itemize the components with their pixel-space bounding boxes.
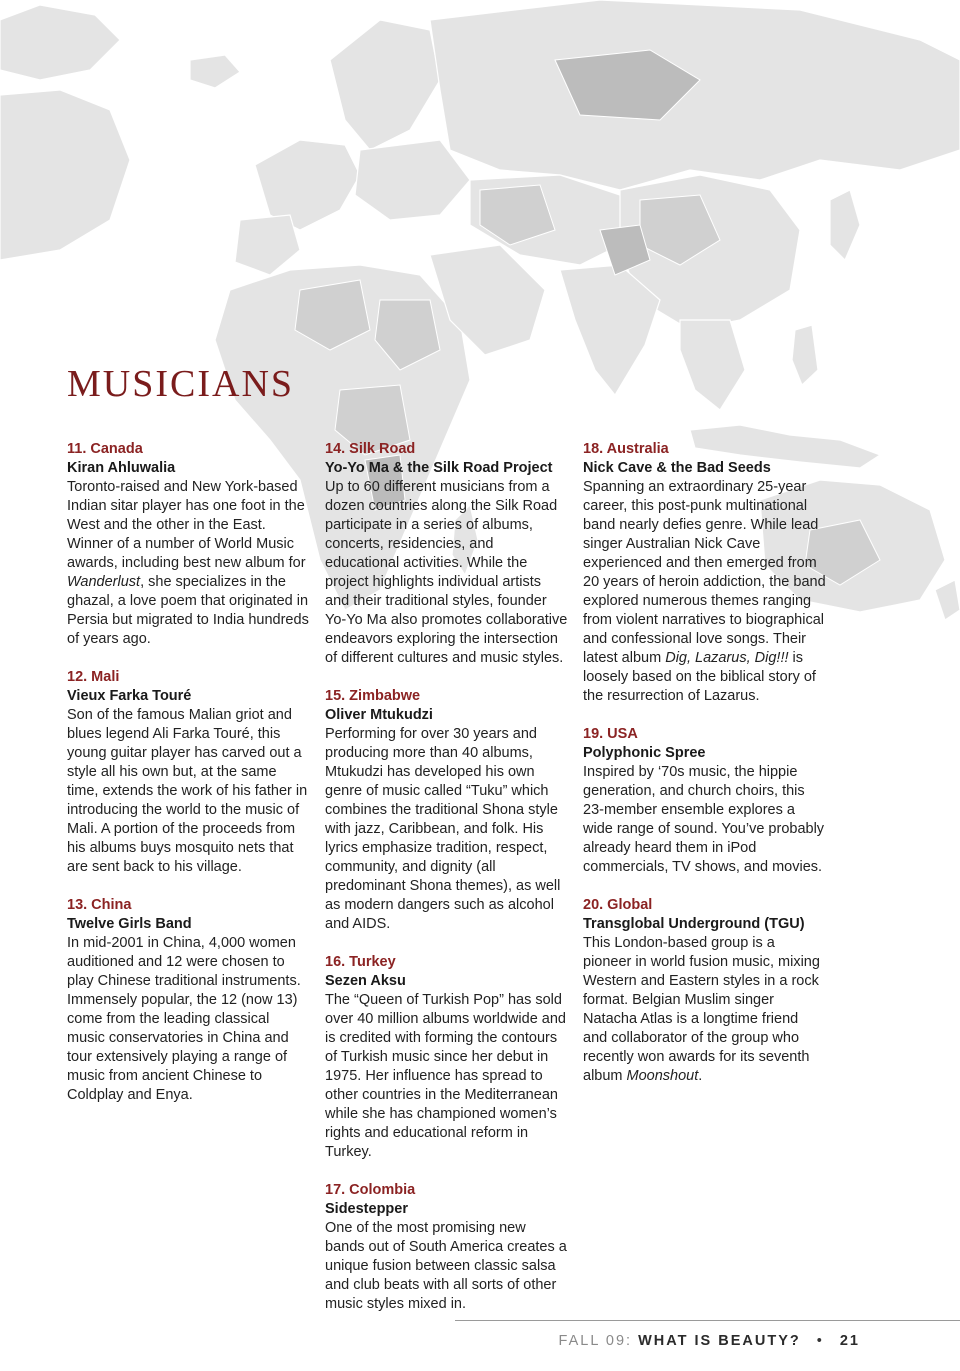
album-title: Moonshout: [626, 1068, 699, 1084]
entry-canada: [67, 440, 310, 649]
entry-number: 14. Silk Road: [325, 441, 416, 457]
entry-number: 20. Global: [583, 897, 653, 913]
entry-musician-name: Nick Cave & the Bad Seeds: [583, 460, 771, 476]
entry-description: Up to 60 different musicians from a dozen countries along the Silk Road participate in a series of albums, concerts, residencies, and educational activities. While the project highlights individual artists and their traditional styles, founder Yo-Yo Ma also promotes collaborative endeavors exploring the intersection of different cultures and music styles.: [325, 479, 568, 666]
entry-turkey: [325, 953, 568, 1162]
entry-musician-name: Yo-Yo Ma & the Silk Road Project: [325, 460, 553, 476]
entry-musician-name: Sidestepper: [325, 1201, 408, 1217]
footer-issue: FALL 09:: [558, 1333, 633, 1349]
entry-musician-name: Oliver Mtukudzi: [325, 707, 433, 723]
page-footer: [559, 1333, 860, 1349]
entry-description: The “Queen of Turkish Pop” has sold over 40 million albums worldwide and is credited with forming the contours of Turkish music since her debut in 1975. Her influence has spread to other countries in the Mediterranean while she has championed women’s rights and educational reform in Turkey.: [325, 992, 566, 1160]
entry-number: 16. Turkey: [325, 954, 396, 970]
entry-description: Son of the famous Malian griot and blues legend Ali Farka Touré, this young guitar player has carved out a style all his own but, at the same time, extends the work of his father in introducing the world to the music of Mali. A portion of the proceeds from his albums buys mosquito nets that are sent back to his village.: [67, 707, 308, 875]
entry-number: 18. Australia: [583, 441, 669, 457]
column-right: [583, 440, 826, 1105]
entry-number: 11. Canada: [67, 441, 143, 457]
entry-description: Performing for over 30 years and producing more than 40 albums, Mtukudzi has developed his own genre of music called “Tuku” which combines the traditional Shona style with jazz, Caribbean, and folk. His lyrics emphasize tradition, respect, community, and dignity (all predominant Shona themes), as well as modern dangers such as alcohol and AIDS.: [325, 726, 561, 932]
entry-description: In mid-2001 in China, 4,000 women auditioned and 12 were chosen to play Chinese traditional instruments. Immensely popular, the 12 (now 13) come from the leading classical music conservatories in China and tour extensively playing a range of music from ancient Chinese to Coldplay and Enya.: [67, 935, 301, 1103]
entry-description: One of the most promising new bands out of South America creates a unique fusion between classic salsa and club beats with all sorts of other music styles mixed in.: [325, 1220, 567, 1312]
entry-usa: [583, 725, 826, 877]
entry-china: [67, 896, 310, 1105]
entry-musician-name: Vieux Farka Touré: [67, 688, 192, 704]
footer-divider: [455, 1320, 960, 1321]
entry-number: 13. China: [67, 897, 132, 913]
entry-number: 15. Zimbabwe: [325, 688, 421, 704]
column-left: [67, 440, 310, 1124]
column-middle: [325, 440, 568, 1333]
entry-colombia: [325, 1181, 568, 1314]
album-title: Dig, Lazarus, Dig!!!: [665, 650, 789, 666]
entry-silk-road: [325, 440, 568, 668]
entry-description: Inspired by ‘70s music, the hippie generation, and church choirs, this 23-member ensemble explores a wide range of sound. You’ve probably already heard them in iPod commercials, TV shows, and movies.: [583, 764, 825, 875]
entry-zimbabwe: [325, 687, 568, 934]
page-number: 21: [839, 1333, 860, 1349]
entry-musician-name: Transglobal Underground (TGU): [583, 916, 805, 932]
entry-description: Toronto-raised and New York-based Indian sitar player has one foot in the West and the other in the East. Winner of a number of World Music awards, including best new album for Wanderlust, she specializes in the ghazal, a love poem that originated in Persia but migrated to India hundreds of years ago.: [67, 479, 309, 647]
entry-global: [583, 896, 826, 1086]
entry-musician-name: Polyphonic Spree: [583, 745, 706, 761]
entry-musician-name: Kiran Ahluwalia: [67, 460, 176, 476]
entry-number: 12. Mali: [67, 669, 120, 685]
footer-separator: •: [816, 1333, 824, 1349]
entry-musician-name: Sezen Aksu: [325, 973, 406, 989]
footer-theme: WHAT IS BEAUTY?: [638, 1333, 801, 1349]
entry-number: 17. Colombia: [325, 1182, 416, 1198]
entry-australia: [583, 440, 826, 706]
entry-description: This London-based group is a pioneer in world fusion music, mixing Western and Eastern styles in a rock format. Belgian Muslim singer Natacha Atlas is a longtime friend and collaborator of the group who recently won awards for its seventh album Moonshout.: [583, 935, 820, 1084]
entry-number: 19. USA: [583, 726, 638, 742]
entry-mali: [67, 668, 310, 877]
page-title: MUSICIANS: [67, 363, 295, 405]
entry-description: Spanning an extraordinary 25-year career, this post-punk multinational band nearly defies genre. While lead singer Australian Nick Cave experienced and then emerged from 20 years of heroin addiction, the band explored numerous themes ranging from violent narratives to biographical and confessional love songs. Their latest album Dig, Lazarus, Dig!!! is loosely based on the biblical story of the resurrection of Lazarus.: [583, 479, 826, 704]
entry-musician-name: Twelve Girls Band: [67, 916, 192, 932]
album-title: Wanderlust: [67, 574, 141, 590]
